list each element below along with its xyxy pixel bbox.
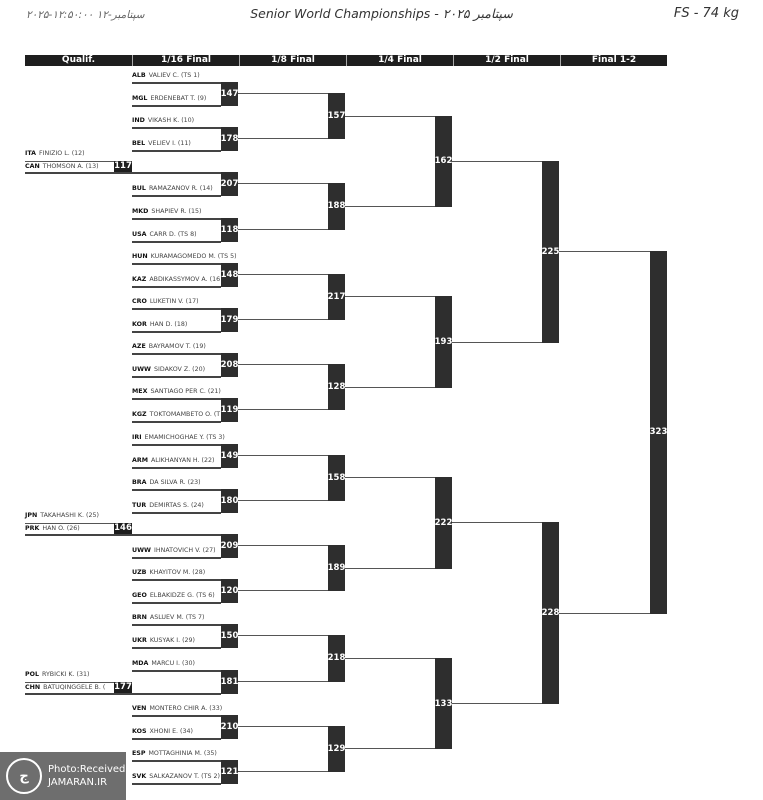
country-code: IND	[132, 117, 145, 125]
wrestler-entry[interactable]	[132, 658, 222, 669]
wrestler-entry[interactable]	[132, 477, 222, 488]
country-code: SVK	[132, 773, 147, 780]
wrestler-name: FINIZIO L. (12)	[39, 150, 85, 158]
match-box-1-8[interactable]	[328, 364, 345, 410]
connector-line	[238, 771, 328, 772]
match-number: 188	[327, 201, 346, 212]
wrestler-entry[interactable]	[132, 455, 222, 466]
match-number: 133	[434, 698, 453, 709]
wrestler-name: TAKAHASHI K. (25)	[40, 512, 99, 519]
slot-line	[132, 195, 221, 197]
country-code: KOR	[132, 321, 147, 328]
wrestler-name: BATUQINGGELE B. (	[43, 683, 106, 691]
wrestler-entry[interactable]	[132, 545, 222, 556]
country-code: ITA	[25, 150, 37, 158]
weight-class: FS - 74 kg	[673, 6, 739, 21]
match-box-1-8[interactable]	[328, 726, 345, 772]
country-code: MKD	[132, 207, 149, 215]
round-1-2: 1/2 Final	[453, 55, 560, 66]
country-code: UKR	[132, 637, 147, 645]
connector-line	[238, 319, 328, 320]
country-code: UWW	[132, 547, 152, 554]
wrestler-entry[interactable]	[25, 510, 115, 521]
match-number: 217	[327, 291, 346, 302]
slot-line	[132, 308, 221, 310]
wrestler-name: ERDENEBAT T. (9)	[150, 95, 207, 102]
country-code: TUR	[132, 501, 147, 509]
slot-line	[132, 534, 221, 536]
wrestler-name: VIKASH K. (10)	[147, 117, 195, 125]
wrestler-entry[interactable]	[132, 183, 222, 194]
slot-line	[132, 331, 221, 333]
match-box-qualif[interactable]: 177	[114, 681, 132, 692]
wrestler-name: ALIKHANYAN H. (22)	[151, 456, 215, 464]
slot-line	[132, 670, 221, 672]
wrestler-entry[interactable]	[132, 138, 222, 149]
round-header-bar	[25, 55, 667, 66]
slot-line	[132, 467, 221, 469]
connector-line	[238, 93, 328, 94]
match-box-qualif[interactable]: 146	[114, 523, 132, 533]
wrestler-entry[interactable]	[25, 669, 115, 680]
wrestler-name: BAYRAMOV T. (19)	[148, 343, 206, 351]
wrestler-name: LUKETIN V. (17)	[149, 298, 199, 305]
wrestler-entry[interactable]	[25, 161, 113, 172]
wrestler-entry[interactable]	[132, 206, 222, 217]
connector-line	[345, 748, 435, 749]
header-date: ۲۰۲۵-۱۲:۵۰:۰۰ سپتامبر-۱۲	[26, 9, 145, 21]
wrestler-name: SHAPIEV R. (15)	[151, 207, 202, 215]
country-code: VEN	[132, 704, 147, 712]
connector-line	[559, 251, 650, 252]
country-code: ALB	[132, 72, 146, 79]
match-number: 208	[220, 360, 239, 371]
wrestler-entry[interactable]	[25, 148, 115, 159]
country-code: BUL	[132, 185, 146, 193]
country-code: POL	[25, 670, 39, 678]
slot-line	[132, 398, 221, 400]
connector-line	[238, 138, 328, 139]
match-number: 148	[220, 269, 239, 280]
connector-line	[345, 387, 435, 388]
country-code: MGL	[132, 95, 148, 102]
country-code: AZE	[132, 343, 146, 351]
connector-line	[238, 635, 328, 636]
match-number: 128	[327, 382, 346, 393]
round-1-4: 1/4 Final	[346, 55, 453, 66]
wrestler-entry[interactable]	[25, 523, 113, 534]
match-number: 189	[327, 563, 346, 574]
match-number: 210	[220, 721, 239, 732]
match-box-1-4[interactable]	[435, 116, 452, 207]
connector-line	[452, 342, 542, 343]
wrestler-name: ASLUEV M. (TS 7)	[149, 614, 205, 622]
slot-line	[132, 127, 221, 129]
match-number: 162	[434, 156, 453, 167]
wrestler-name: KHAYITOV M. (28)	[149, 569, 206, 577]
match-number: 225	[541, 246, 560, 257]
connector-line	[238, 229, 328, 230]
slot-line	[132, 557, 221, 559]
wrestler-name: MOTTAGHINIA M. (35)	[148, 750, 217, 757]
slot-line	[132, 783, 221, 785]
match-number: 179	[220, 315, 239, 325]
country-code: UZB	[132, 569, 147, 577]
match-box-1-16[interactable]	[221, 760, 238, 784]
wrestler-entry[interactable]	[132, 432, 225, 443]
slot-line	[132, 82, 221, 84]
wrestler-name: XHONI E. (34)	[149, 727, 193, 735]
match-box-1-16[interactable]	[221, 82, 238, 106]
match-box-1-8[interactable]	[328, 93, 345, 139]
country-code: ARM	[132, 456, 148, 464]
match-box-1-16[interactable]	[221, 534, 238, 558]
connector-line	[238, 726, 328, 727]
connector-line	[238, 364, 328, 365]
wrestler-name: SALKAZANOV T. (TS 2)	[149, 773, 220, 780]
slot-line	[25, 534, 132, 536]
slot-line	[132, 579, 221, 581]
match-box-1-2[interactable]	[542, 161, 559, 343]
country-code: CHN	[25, 683, 41, 691]
country-code: ESP	[132, 750, 146, 757]
country-code: PRK	[25, 525, 40, 532]
slot-line	[132, 241, 221, 243]
match-box-final[interactable]	[650, 251, 667, 614]
wrestler-entry[interactable]	[132, 319, 222, 330]
match-box-1-16[interactable]	[221, 172, 238, 196]
wrestler-name: THOMSON A. (13)	[42, 163, 99, 171]
match-number: 218	[327, 653, 346, 664]
slot-line	[132, 105, 221, 107]
country-code: MEX	[132, 388, 148, 396]
wrestler-entry[interactable]	[132, 251, 237, 262]
wrestler-entry[interactable]	[25, 682, 113, 693]
wrestler-entry[interactable]	[132, 70, 222, 81]
connector-line	[238, 590, 328, 591]
wrestler-entry[interactable]	[132, 93, 222, 104]
match-box-1-8[interactable]	[328, 635, 345, 681]
connector-line	[238, 545, 328, 546]
watermark	[0, 752, 126, 800]
match-box-1-16[interactable]	[221, 624, 238, 648]
slot-line	[132, 715, 221, 717]
match-box-1-4[interactable]	[435, 477, 452, 568]
wrestler-name: RAMAZANOV R. (14)	[148, 185, 213, 193]
match-box-1-16[interactable]	[221, 308, 238, 332]
connector-line	[452, 522, 542, 523]
match-number: 121	[220, 767, 239, 777]
country-code: GEO	[132, 592, 147, 600]
wrestler-entry[interactable]	[132, 726, 222, 737]
connector-line	[345, 568, 435, 569]
match-number: 209	[220, 541, 239, 551]
connector-line	[345, 477, 435, 478]
wrestler-name: KURAMAGOMEDO M. (TS 5)	[150, 252, 237, 260]
slot-line	[132, 693, 221, 695]
wrestler-name: KUSYAK I. (29)	[149, 637, 195, 645]
slot-line	[132, 218, 221, 220]
country-code: BEL	[132, 140, 146, 148]
watermark-line1: Photo:Received	[48, 764, 126, 775]
slot-line	[132, 738, 221, 740]
slot-line	[132, 760, 221, 762]
round-1-8: 1/8 Final	[239, 55, 346, 66]
wrestler-entry[interactable]	[132, 409, 222, 420]
match-box-1-16[interactable]	[221, 489, 238, 513]
slot-line	[132, 286, 221, 288]
match-number: 157	[327, 111, 346, 122]
slot-line	[25, 172, 132, 174]
match-box-1-16[interactable]	[221, 218, 238, 242]
country-code: BRA	[132, 478, 147, 486]
match-box-1-16[interactable]	[221, 353, 238, 377]
wrestler-entry[interactable]	[132, 590, 222, 601]
wrestler-entry[interactable]	[132, 115, 222, 126]
match-box-1-4[interactable]	[435, 658, 452, 749]
match-box-1-16[interactable]	[221, 715, 238, 739]
slot-line	[132, 624, 221, 626]
slot-line	[132, 263, 221, 265]
match-box-1-8[interactable]	[328, 545, 345, 591]
slot-line	[132, 421, 221, 423]
wrestler-name: HAN D. (18)	[149, 321, 188, 328]
wrestler-name: ELBAKIDZE G. (TS 6)	[149, 592, 215, 600]
connector-line	[238, 183, 328, 184]
match-box-1-8[interactable]	[328, 274, 345, 320]
wrestler-entry[interactable]	[132, 635, 222, 646]
round-qualif: Qualif.	[61, 55, 96, 65]
match-number: 181	[220, 676, 239, 687]
slot-line	[132, 172, 221, 174]
match-number: 228	[541, 608, 560, 619]
wrestler-entry[interactable]	[132, 386, 222, 397]
country-code: BRN	[132, 614, 147, 622]
wrestler-name: DEMIRTAS S. (24)	[149, 501, 204, 509]
match-box-1-8[interactable]	[328, 183, 345, 229]
wrestler-entry[interactable]	[132, 296, 222, 307]
connector-line	[345, 206, 435, 207]
connector-line	[345, 296, 435, 297]
connector-line	[345, 658, 435, 659]
slot-line	[132, 512, 221, 514]
match-box-1-4[interactable]	[435, 296, 452, 387]
country-code: JPN	[25, 512, 38, 519]
country-code: UWW	[132, 366, 152, 374]
wrestler-name: CARR D. (TS 8)	[149, 230, 197, 238]
wrestler-entry[interactable]	[132, 567, 222, 578]
wrestler-entry[interactable]	[132, 229, 222, 240]
wrestler-name: VELIEV I. (11)	[148, 140, 191, 148]
wrestler-name: EMAMICHOGHAE Y. (TS 3)	[144, 433, 225, 441]
connector-line	[238, 409, 328, 410]
slot-line	[132, 376, 221, 378]
match-number: 149	[220, 450, 239, 461]
match-box-1-8[interactable]	[328, 455, 345, 501]
match-number: 158	[327, 472, 346, 483]
match-number: 118	[220, 224, 239, 235]
slot-line	[132, 150, 221, 152]
connector-line	[559, 613, 650, 614]
slot-line	[132, 489, 221, 491]
wrestler-entry[interactable]	[132, 341, 222, 352]
wrestler-name: TOKTOMAMBETO O. (T	[149, 411, 221, 419]
round-1-16: 1/16 Final	[132, 55, 239, 66]
wrestler-entry[interactable]	[132, 500, 222, 511]
slot-line	[132, 444, 221, 446]
match-number: 150	[220, 631, 239, 642]
wrestler-name: MARCU I. (30)	[151, 659, 195, 667]
wrestler-name: ABDIKASSYMOV A. (16	[149, 275, 221, 283]
match-number: 180	[220, 495, 239, 506]
country-code: KOS	[132, 727, 147, 735]
wrestler-name: MONTERO CHIR A. (33)	[149, 704, 223, 712]
wrestler-entry[interactable]	[132, 703, 222, 714]
wrestler-name: DA SILVA R. (23)	[149, 478, 201, 486]
wrestler-name: SANTIAGO PER C. (21)	[150, 388, 221, 396]
watermark-line2: JAMARAN.IR	[48, 777, 108, 788]
wrestler-name: SIDAKOV Z. (20)	[154, 366, 206, 374]
wrestler-entry[interactable]	[132, 748, 222, 759]
country-code: HUN	[132, 252, 148, 260]
slot-line	[132, 647, 221, 649]
country-code: KAZ	[132, 275, 147, 283]
match-box-1-2[interactable]	[542, 522, 559, 704]
match-number: 207	[220, 179, 239, 190]
country-code: IRI	[132, 433, 142, 441]
jamaran-logo-icon: ج	[6, 758, 42, 794]
country-code: MDA	[132, 659, 149, 667]
wrestler-name: IHNATOVICH V. (27)	[154, 547, 216, 554]
match-box-1-16[interactable]	[221, 398, 238, 422]
wrestler-name: RYBICKI K. (31)	[41, 670, 90, 678]
round-final: Final 1-2	[560, 55, 667, 66]
match-box-1-16[interactable]	[221, 670, 238, 694]
country-code: USA	[132, 230, 147, 238]
match-number: 323	[649, 427, 668, 438]
match-box-qualif[interactable]: 117	[114, 161, 132, 172]
wrestler-name: HAN O. (26)	[42, 525, 80, 532]
connector-line	[452, 703, 542, 704]
match-box-1-16[interactable]	[221, 444, 238, 468]
match-number: 120	[220, 586, 239, 597]
country-code: KGZ	[132, 411, 147, 419]
match-number: 129	[327, 743, 346, 754]
match-box-1-16[interactable]	[221, 579, 238, 603]
match-box-1-16[interactable]	[221, 127, 238, 151]
match-box-1-16[interactable]	[221, 263, 238, 287]
connector-line	[238, 681, 328, 682]
slot-line	[132, 602, 221, 604]
connector-line	[238, 500, 328, 501]
wrestler-name: VALIEV C. (TS 1)	[148, 72, 200, 79]
connector-line	[452, 161, 542, 162]
match-number: 147	[220, 89, 239, 99]
country-code: CRO	[132, 298, 147, 305]
match-number: 222	[434, 517, 453, 528]
slot-line	[25, 693, 132, 695]
wrestler-entry[interactable]	[132, 771, 222, 782]
match-number: 178	[220, 134, 239, 145]
match-number: 119	[220, 405, 239, 416]
connector-line	[238, 274, 328, 275]
connector-line	[345, 116, 435, 117]
connector-line	[238, 455, 328, 456]
country-code: CAN	[25, 163, 40, 171]
slot-line	[132, 353, 221, 355]
wrestler-entry[interactable]	[132, 612, 222, 623]
wrestler-entry[interactable]	[132, 364, 222, 375]
page-title: Senior World Championships - ۲۰۲۵ سپتامبر	[250, 6, 513, 21]
match-number: 193	[434, 337, 453, 348]
wrestler-entry[interactable]	[132, 274, 222, 285]
